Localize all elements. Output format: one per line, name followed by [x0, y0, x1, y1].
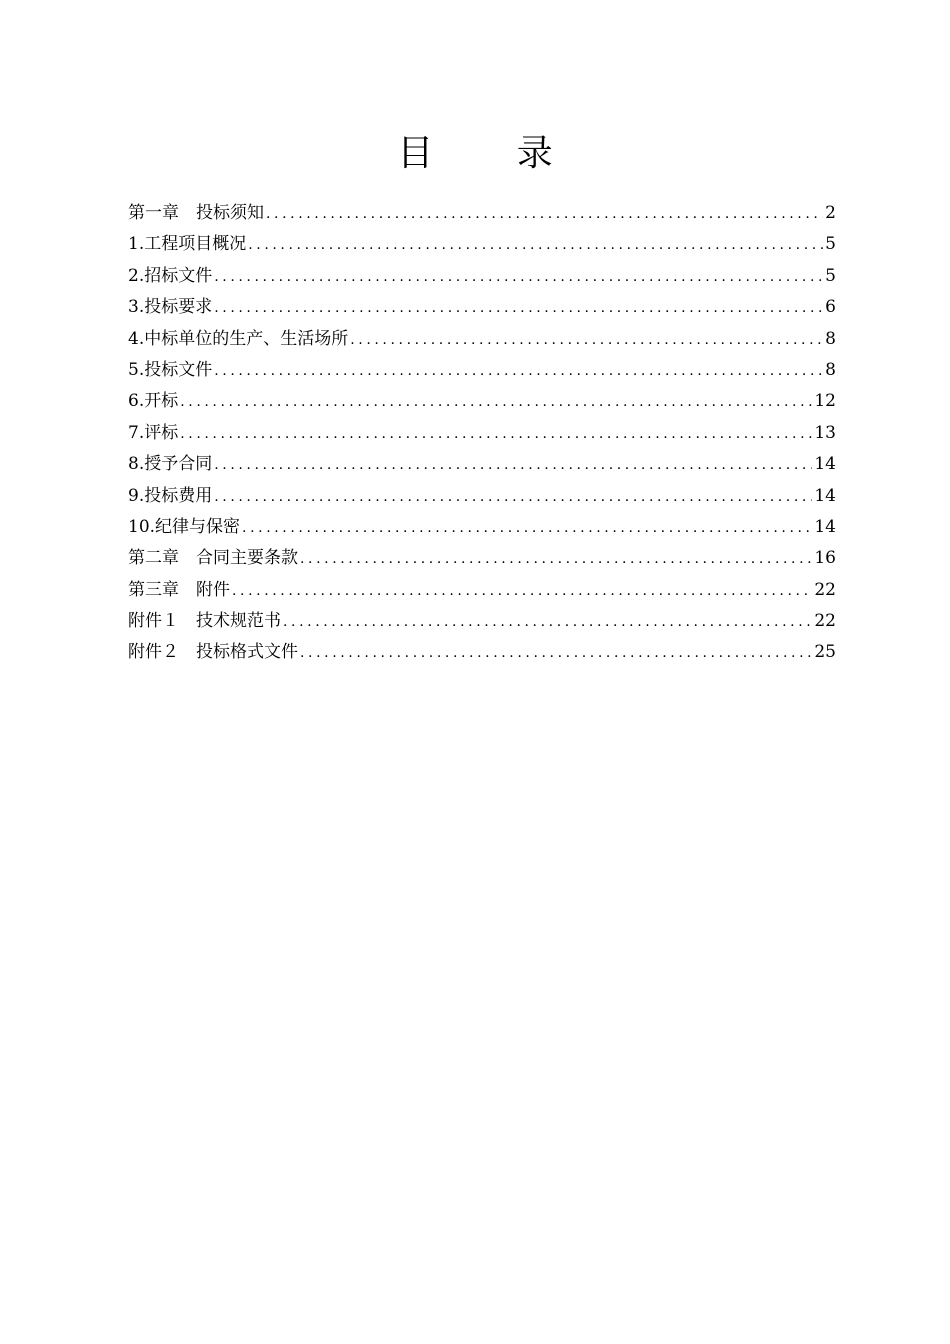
toc-entry-label: 第一章 投标须知 [128, 203, 264, 223]
toc-entry[interactable] [128, 575, 836, 606]
toc-entry-page: 14 [814, 454, 836, 475]
toc-leader-dots [214, 356, 823, 387]
toc-entry[interactable] [128, 449, 836, 480]
toc-leader-dots [248, 230, 823, 261]
toc-leader-dots [300, 638, 812, 669]
toc-entry-label: 第三章 附件 [128, 579, 230, 600]
toc-entry-label: 10.纪律与保密 [128, 516, 241, 537]
toc-entry-page: 6 [825, 297, 836, 318]
toc-entry-page: 13 [814, 422, 836, 443]
toc-entry-page: 8 [825, 328, 836, 349]
toc-entry-page: 8 [825, 359, 836, 380]
toc-entry[interactable] [128, 229, 836, 260]
toc-entry-label: 9.投标费用 [128, 485, 213, 506]
toc-entry-label: 6.开标 [128, 391, 179, 412]
toc-entry[interactable] [128, 292, 836, 323]
toc-leader-dots [214, 450, 812, 481]
toc-entry[interactable] [128, 261, 836, 292]
toc-entry-label: 8.授予合同 [128, 454, 213, 475]
toc-leader-dots [214, 293, 823, 324]
toc-leader-dots [214, 262, 823, 293]
toc-leader-dots [283, 607, 812, 638]
toc-leader-dots [214, 482, 812, 513]
toc-entry-page: 16 [814, 548, 836, 569]
toc-entry[interactable] [128, 355, 836, 386]
toc-entry[interactable] [128, 543, 836, 574]
toc-entry[interactable] [128, 386, 836, 417]
toc-entry-label: 7.评标 [128, 422, 179, 443]
toc-entry-label: 4.中标单位的生产、生活场所 [128, 328, 349, 349]
toc-entry-page: 22 [814, 611, 836, 632]
toc-leader-dots [180, 387, 812, 418]
page-title: 目 录 [397, 133, 589, 174]
toc-entry-page: 2 [825, 203, 836, 223]
toc-entry[interactable] [128, 198, 836, 229]
toc-leader-dots [266, 199, 823, 230]
toc-entry-page: 12 [814, 391, 836, 412]
toc-leader-dots [242, 513, 812, 544]
toc-entry[interactable] [128, 606, 836, 637]
toc-entry[interactable] [128, 324, 836, 355]
toc-entry-page: 25 [814, 642, 836, 663]
toc-entry[interactable] [128, 637, 836, 668]
toc-entry-label: 3.投标要求 [128, 297, 213, 318]
toc-entry-page: 14 [814, 485, 836, 506]
toc-entry-label: 附件２ 投标格式文件 [128, 642, 298, 663]
toc-entry-page: 5 [825, 265, 836, 286]
toc-entry-label: 1.工程项目概况 [128, 234, 247, 255]
toc-entry[interactable] [128, 418, 836, 449]
toc-entry-page: 14 [814, 516, 836, 537]
toc-leader-dots [232, 576, 812, 607]
toc-entry-label: 附件１ 技术规范书 [128, 611, 281, 632]
toc-entry-label: 2.招标文件 [128, 265, 213, 286]
table-of-contents [128, 198, 836, 669]
toc-entry[interactable] [128, 512, 836, 543]
toc-entry-page: 5 [825, 234, 836, 255]
toc-leader-dots [300, 544, 812, 575]
toc-leader-dots [350, 325, 823, 356]
toc-entry-label: 5.投标文件 [128, 359, 213, 380]
toc-leader-dots [180, 419, 812, 450]
toc-entry-label: 第二章 合同主要条款 [128, 548, 298, 569]
toc-entry[interactable] [128, 481, 836, 512]
toc-entry-page: 22 [814, 579, 836, 600]
